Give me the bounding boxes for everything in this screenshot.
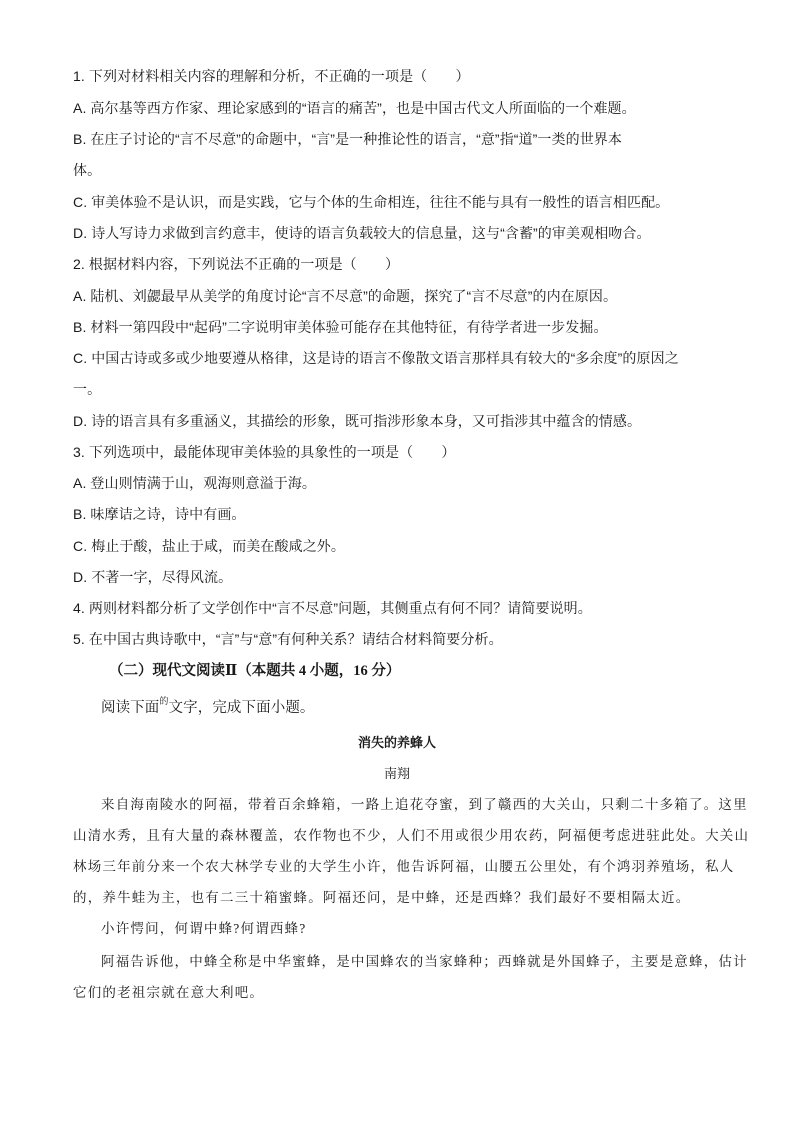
question-1-option-d: D. 诗人写诗力求做到言约意丰，使诗的语言负载较大的信息量，这与“含蓄”的审美观相吻合。: [73, 225, 651, 241]
question-2-option-c-continued: 一。: [73, 381, 102, 397]
story-author: 南翔: [383, 766, 410, 781]
story-title: 消失的养蜂人: [357, 735, 436, 750]
question-1-option-b-continued: 体。: [73, 162, 102, 178]
question-2-stem: 2. 根据材料内容，下列说法不正确的一项是（ ）: [73, 256, 400, 272]
question-3-option-c: C. 梅止于酸，盐止于咸，而美在酸咸之外。: [73, 538, 345, 554]
question-3-option-a: A. 登山则情满于山，观海则意溢于海。: [73, 475, 317, 491]
question-2-option-b: B. 材料一第四段中“起码”二字说明审美体验可能存在其他特征，有待学者进一步发掘。: [73, 319, 608, 335]
instruction-superscript: 的: [159, 696, 169, 706]
story-paragraph-2: 小许愕问，何谓中蜂?何谓西蜂?: [101, 921, 307, 936]
story-paragraph-1-line-3: 林场三年前分来一个农大林学专业的大学生小许，他告诉阿福，山腰五公里处，有个鸿羽养殖场，私人: [73, 859, 735, 874]
reading-instruction: [101, 698, 315, 718]
question-1-stem: 1. 下列对材料相关内容的理解和分析，不正确的一项是（ ）: [73, 68, 470, 84]
question-3-option-b: B. 味摩诘之诗，诗中有画。: [73, 506, 246, 522]
question-3-stem: 3. 下列选项中，最能体现审美体验的具象性的一项是（ ）: [73, 444, 456, 460]
story-paragraph-1-line-1: 来自海南陵水的阿福，带着百余蜂箱，一路上追花夺蜜，到了赣西的大关山，只剩二十多箱了。这里: [101, 797, 748, 812]
question-2-option-c: C. 中国古诗或多或少地要遵从格律，这是诗的语言不像散文语言那样具有较大的“多余度”的原因之: [73, 350, 679, 366]
question-1-option-b: B. 在庄子讨论的“言不尽意”的命题中，“言”是一种推论性的语言，“意”指“道”一类的世界本: [73, 131, 623, 147]
story-paragraph-3-line-2: 它们的老祖宗就在意大利吧。: [73, 985, 265, 1000]
question-4: 4. 两则材料都分析了文学创作中“言不尽意”问题，其侧重点有何不同？请简要说明。: [73, 600, 592, 616]
question-2-option-d: D. 诗的语言具有多重涵义，其描绘的形象，既可指涉形象本身，又可指涉其中蕴含的情感。: [73, 413, 642, 429]
instruction-text-pre: 阅读下面: [101, 700, 160, 716]
question-1-option-c: C. 审美体验不是认识，而是实践，它与个体的生命相连，往往不能与具有一般性的语言相匹配。: [73, 194, 670, 210]
question-2-option-a: A. 陆机、刘勰最早从美学的角度讨论“言不尽意”的命题，探究了“言不尽意”的内在原因。: [73, 288, 618, 304]
story-paragraph-1-line-4: 的，养牛蛙为主，也有二三十箱蜜蜂。阿福还问，是中蜂，还是西蜂？我们最好不要相隔太近。: [73, 890, 691, 905]
story-paragraph-3-line-1: 阿福告诉他，中蜂全称是中华蜜蜂，是中国蜂农的当家蜂种；西蜂就是外国蜂子，主要是意蜂，估计: [101, 954, 748, 969]
question-1-option-a: A. 高尔基等西方作家、理论家感到的“语言的痛苦”，也是中国古代文人所面临的一个难题。: [73, 100, 636, 116]
question-5: 5. 在中国古典诗歌中，“言”与“意”有何种关系？请结合材料简要分析。: [73, 631, 503, 647]
instruction-text-post: 文字，完成下面小题。: [168, 700, 315, 716]
story-paragraph-1-line-2: 山清水秀，且有大量的森林覆盖，农作物也不少，人们不用或很少用农药，阿福便考虑进驻此处。大关山: [73, 828, 750, 843]
question-3-option-d: D. 不著一字，尽得风流。: [73, 569, 233, 585]
section-heading: （二）现代文阅读Ⅱ（本题共 4 小题，16 分）: [109, 663, 401, 679]
